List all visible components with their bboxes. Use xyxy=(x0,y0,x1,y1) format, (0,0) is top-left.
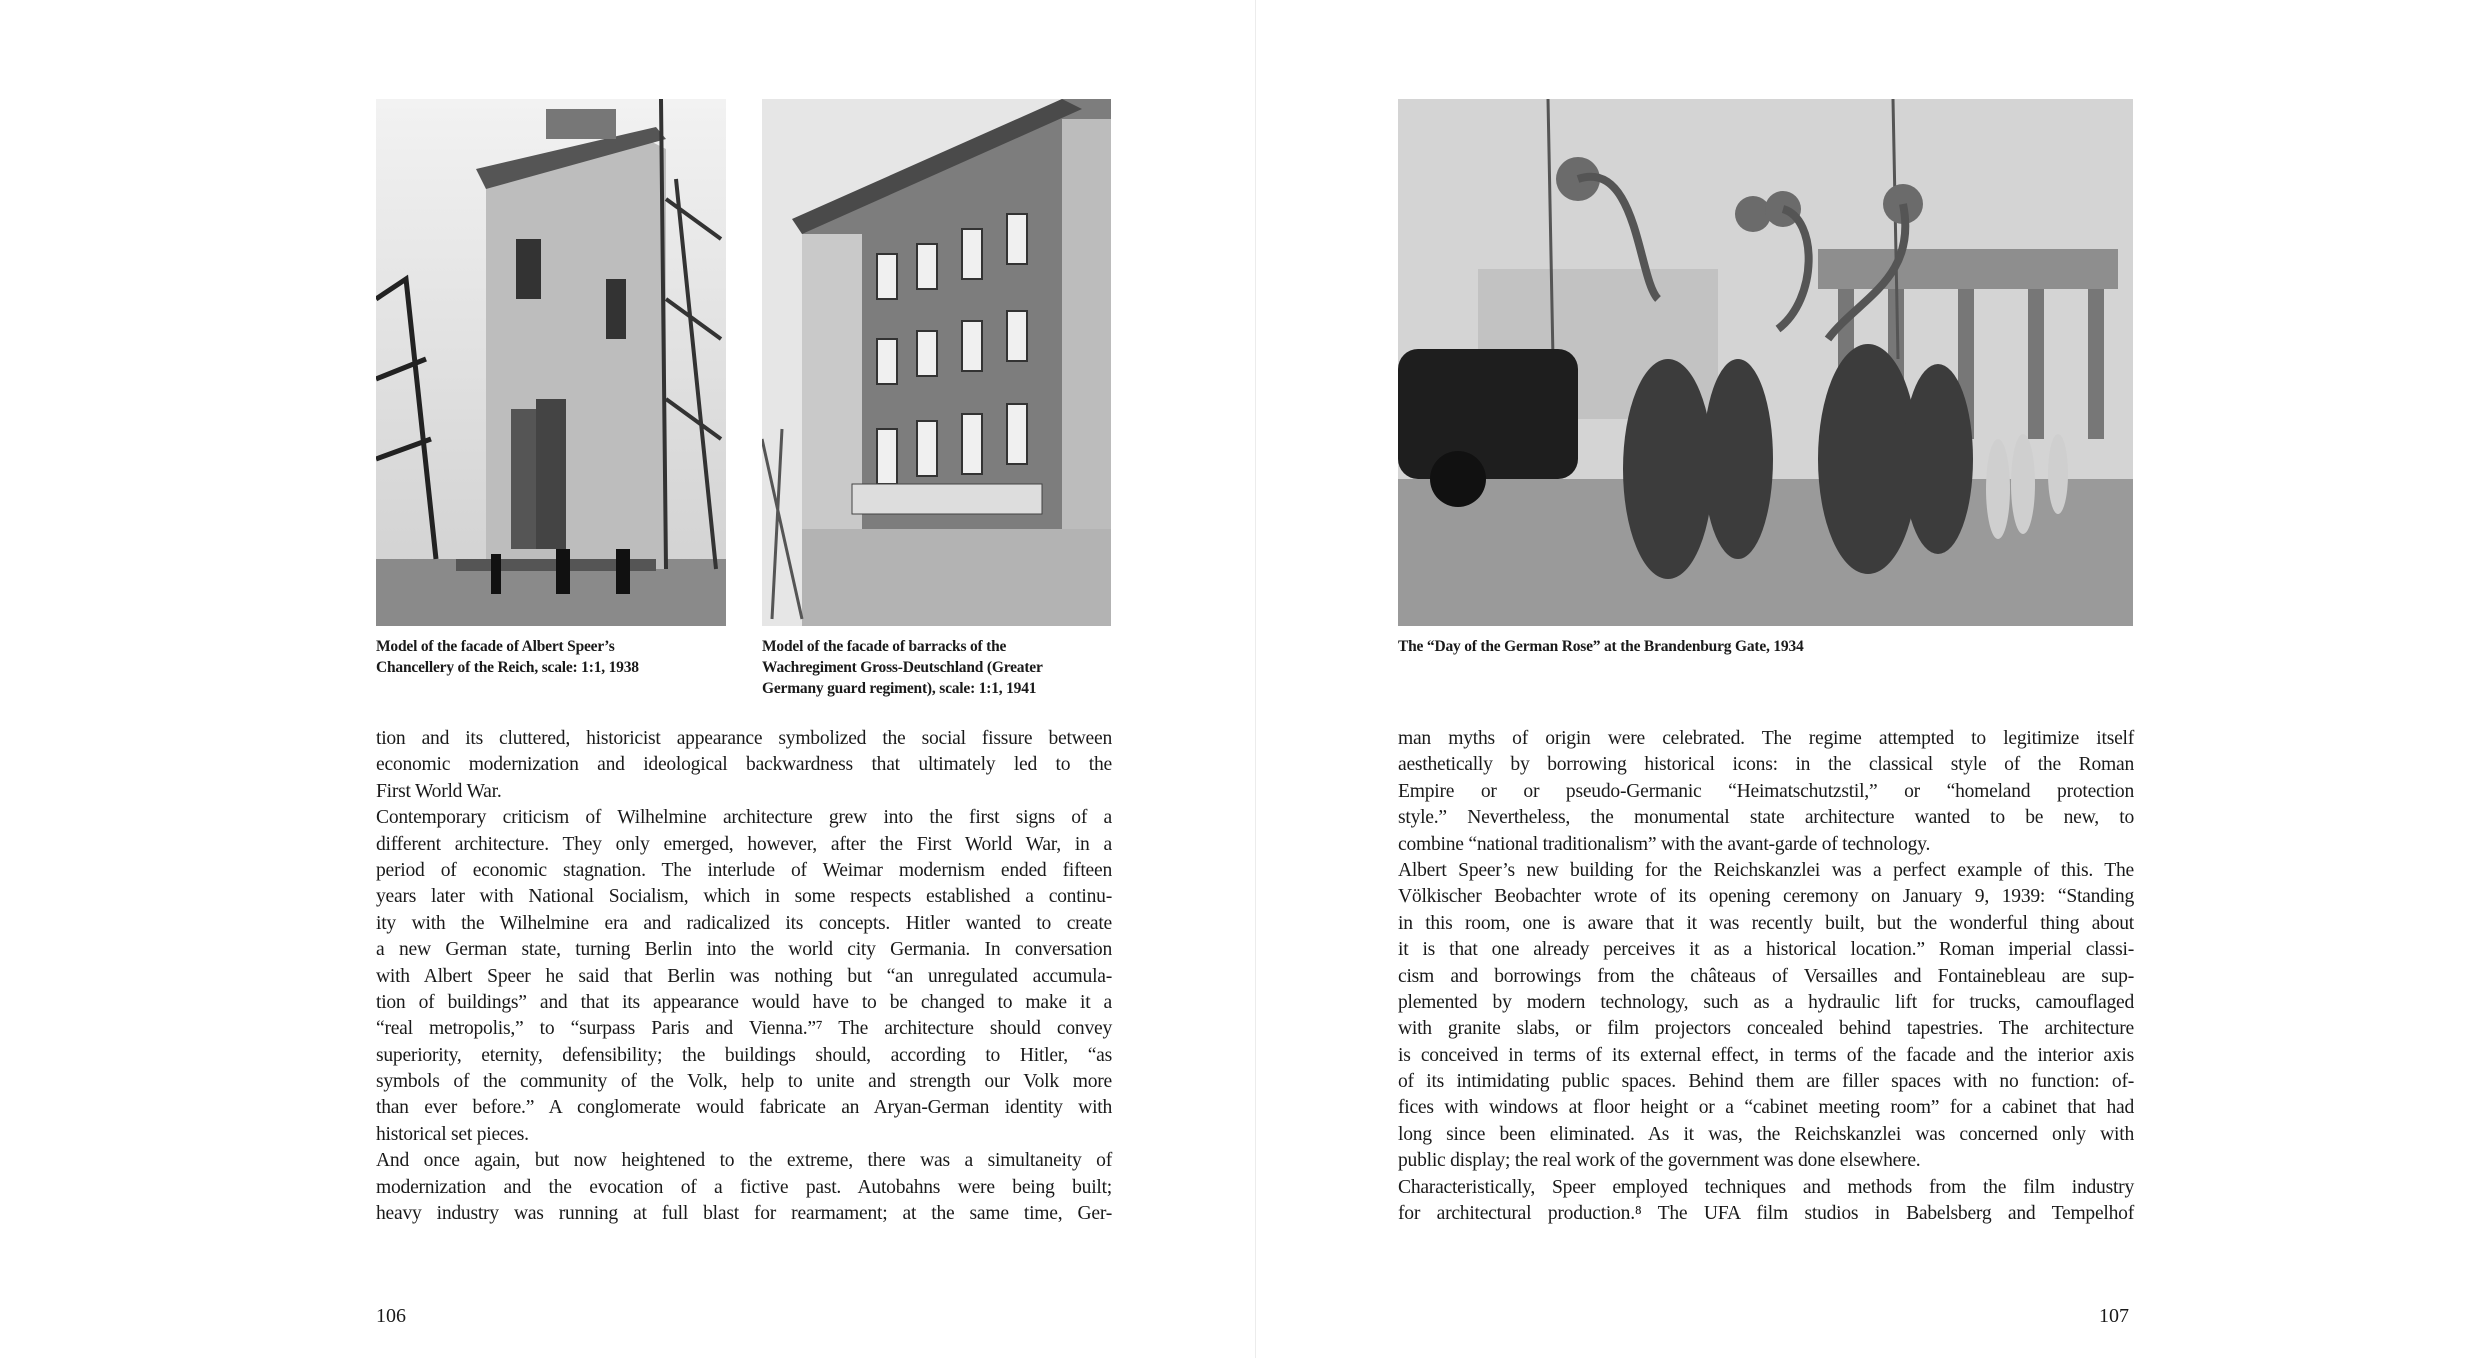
text-line: Contemporary criticism of Wilhelmine architecture grew into the first signs of a xyxy=(376,807,1112,829)
figure-caption-1 xyxy=(376,636,736,678)
caption-line: Model of the facade of Albert Speer’s xyxy=(376,638,615,655)
caption-line: Wachregiment Gross-Deutschland (Greater xyxy=(762,659,1043,676)
caption-line: Model of the facade of barracks of the xyxy=(762,638,1007,655)
right-page xyxy=(1256,0,2480,1358)
photo-chancellery-facade-model xyxy=(376,99,726,626)
text-line: style.” Nevertheless, the monumental state architecture wanted to be new, to xyxy=(1398,807,2134,829)
text-line: combine “national traditionalism” with the avant-garde of technology. xyxy=(1398,833,1931,855)
text-line: “real metropolis,” to “surpass Paris and Vienna.”⁷ The architecture should convey xyxy=(376,1018,1112,1040)
text-line: economic modernization and ideological backwardness that ultimately led to the xyxy=(376,754,1112,776)
text-line: symbols of the community of the Volk, help to unite and strength our Volk more xyxy=(376,1071,1112,1093)
figure-caption-3 xyxy=(1398,636,2138,657)
text-line: ity with the Wilhelmine era and radicalized its concepts. Hitler wanted to create xyxy=(376,912,1112,934)
figure-caption-2 xyxy=(762,636,1122,699)
text-line: fices with windows at floor height or a “cabinet meeting room” for a cabinet that had xyxy=(1398,1097,2134,1119)
text-line: with Albert Speer he said that Berlin was nothing but “an unregulated accumula- xyxy=(376,965,1112,987)
text-line: cism and borrowings from the châteaus of Versailles and Fontainebleau are sup- xyxy=(1398,965,2134,987)
text-line: aesthetically by borrowing historical icons: in the classical style of the Roman xyxy=(1398,754,2134,776)
caption-line: Germany guard regiment), scale: 1:1, 1941 xyxy=(762,680,1037,697)
text-line: plemented by modern technology, such as a hydraulic lift for trucks, camouflaged xyxy=(1398,991,2134,1013)
paragraph xyxy=(1398,1175,2134,1228)
text-line: in this room, one is aware that it was recently built, but the wonderful thing about xyxy=(1398,912,2134,934)
page-number: 106 xyxy=(376,1305,406,1327)
text-line: First World War. xyxy=(376,780,502,802)
paragraph xyxy=(376,726,1112,805)
photo-barracks-facade-model xyxy=(762,99,1111,626)
text-line: tion of buildings” and that its appearance would have to be changed to make it a xyxy=(376,991,1112,1013)
text-line: of its intimidating public spaces. Behind them are filler spaces with no function: of- xyxy=(1398,1071,2134,1093)
text-line: different architecture. They only emerged, however, after the First World War, in a xyxy=(376,833,1112,855)
text-line: Characteristically, Speer employed techniques and methods from the film industry xyxy=(1398,1176,2134,1198)
text-line: than ever before.” A conglomerate would fabricate an Aryan-German identity with xyxy=(376,1097,1112,1119)
text-line: period of economic stagnation. The interlude of Weimar modernism ended fifteen xyxy=(376,859,1112,881)
text-line: it is that one already perceives it as a historical location.” Roman imperial classi- xyxy=(1398,939,2134,961)
text-line: years later with National Socialism, which in some respects established a continu- xyxy=(376,886,1112,908)
body-text xyxy=(376,726,1112,1227)
body-text xyxy=(1398,726,2134,1227)
text-line: Völkischer Beobachter wrote of its opening ceremony on January 9, 1939: “Standing xyxy=(1398,886,2134,908)
caption-line: The “Day of the German Rose” at the Brandenburg Gate, 1934 xyxy=(1398,638,1804,655)
text-line: with granite slabs, or film projectors concealed behind tapestries. The architecture xyxy=(1398,1018,2134,1040)
paragraph xyxy=(376,1148,1112,1227)
text-line: tion and its cluttered, historicist appearance symbolized the social fissure between xyxy=(376,728,1112,749)
text-line: Albert Speer’s new building for the Reichskanzlei was a perfect example of this. The xyxy=(1398,859,2134,881)
text-line: modernization and the evocation of a fictive past. Autobahns were being built; xyxy=(376,1176,1112,1198)
text-line: long since been eliminated. As it was, the Reichskanzlei was concerned only with xyxy=(1398,1123,2134,1145)
paragraph xyxy=(376,805,1112,1148)
text-line: superiority, eternity, defensibility; the buildings should, according to Hitler, “as xyxy=(376,1044,1112,1066)
text-line: man myths of origin were celebrated. The regime attempted to legitimize itself xyxy=(1398,728,2134,749)
text-line: a new German state, turning Berlin into the world city Germania. In conversation xyxy=(376,939,1112,961)
paragraph xyxy=(1398,858,2134,1175)
text-line: for architectural production.⁸ The UFA film studios in Babelsberg and Tempelhof xyxy=(1398,1203,2134,1225)
text-line: historical set pieces. xyxy=(376,1123,529,1145)
page-number: 107 xyxy=(2099,1305,2129,1327)
text-line: public display; the real work of the government was done elsewhere. xyxy=(1398,1150,1921,1172)
text-line: And once again, but now heightened to the extreme, there was a simultaneity of xyxy=(376,1150,1112,1172)
photo-day-of-german-rose xyxy=(1398,99,2133,626)
text-line: heavy industry was running at full blast for rearmament; at the same time, Ger- xyxy=(376,1203,1112,1225)
caption-line: Chancellery of the Reich, scale: 1:1, 1938 xyxy=(376,659,639,676)
paragraph xyxy=(1398,726,2134,858)
text-line: Empire or or pseudo-Germanic “Heimatschutzstil,” or “homeland protection xyxy=(1398,780,2134,802)
text-line: is conceived in terms of its external effect, in terms of the facade and the interior axis xyxy=(1398,1044,2134,1066)
